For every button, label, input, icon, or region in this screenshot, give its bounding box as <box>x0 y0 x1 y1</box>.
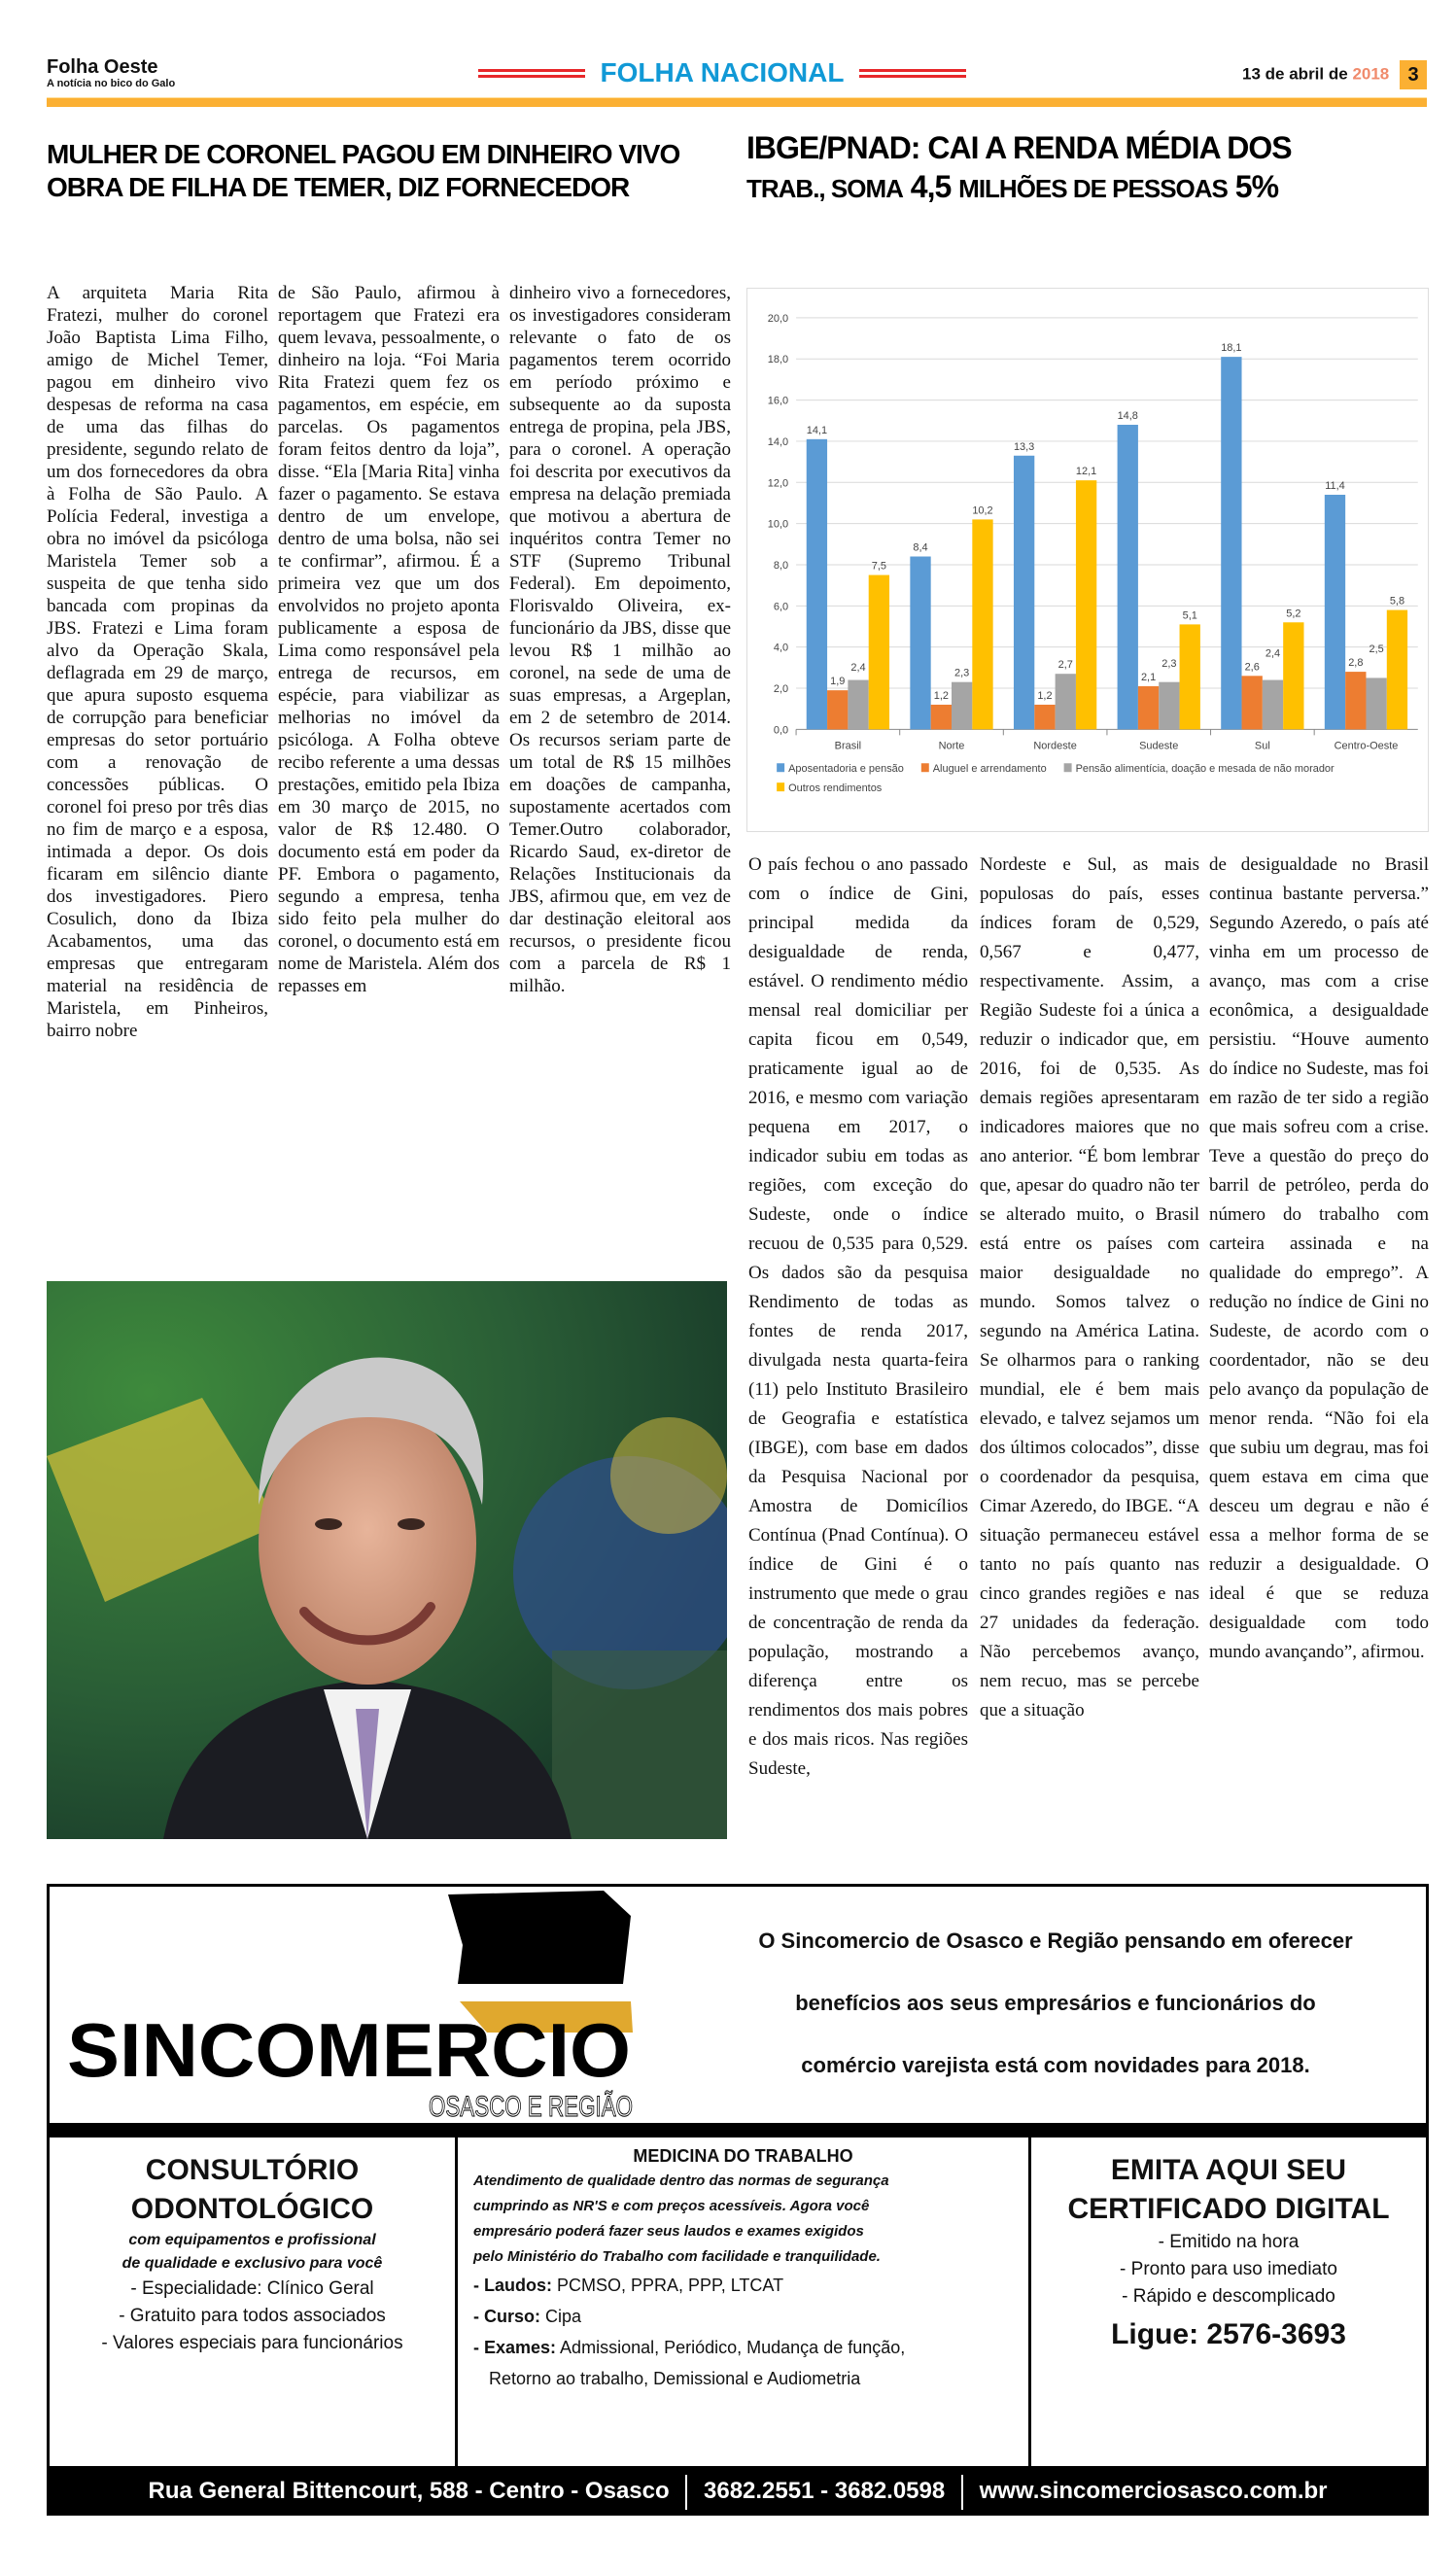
box-item <box>473 2301 1013 2332</box>
income-bar-chart <box>746 288 1429 832</box>
section-title <box>397 56 1048 89</box>
legend-swatch <box>921 763 929 772</box>
x-category-label: Norte <box>938 740 965 752</box>
bar-data-label: 5,8 <box>1389 595 1405 608</box>
y-tick-label: 4,0 <box>773 642 789 654</box>
bar-data-label: 7,5 <box>871 560 886 573</box>
box-item <box>473 2270 1013 2301</box>
ad-banner <box>50 1887 1426 2123</box>
bar-nordeste <box>1076 480 1096 729</box>
bar-data-label: 10,2 <box>972 504 993 517</box>
headline-percent: 5% <box>1234 169 1279 204</box>
box-title: CERTIFICADO DIGITAL <box>1067 2193 1390 2225</box>
right-headline-line1: IBGE/PNAD: CAI A RENDA MÉDIA DOS <box>746 130 1292 165</box>
left-article-col-2: de São Paulo, afirmou à reportagem que Fratezi era quem levava, pessoalmente, o dinheiro na loja. “Foi Maria Rita Fratezi quem fez os pagamentos, em espécie, em parcelas. Os pagamentos foram feitos dentro da loja”, disse. “Ela [Maria Rita] vinha fazer o pagamento. Se estava dentro de um envelope, dentro de uma bolsa, não sei te confirmar”, afirmou. É a primeira vez que um dos envolvidos no projeto aponta publicamente a esposa de Lima como responsável pela entrega de recursos, em espécie, para viabilizar as melhorias no imóvel da psicóloga. A Folha obteve recibo referente a uma dessas prestações, emitido pela Ibiza em 30 março de 2015, no valor de R$ 12.480. O documento está em poder da PF. Embora o pagamento, segundo a empresa, tenha sido feito pela mulher do coronel, o documento está em nome de Maristela. Além dos repasses em <box>278 283 500 996</box>
bar-norte <box>972 519 992 729</box>
bar-nordeste <box>1014 456 1034 730</box>
logo-text: SINCOMERCIO <box>67 2007 631 2093</box>
box-description: Atendimento de qualidade dentro das normas de segurança <box>473 2172 889 2189</box>
ad-message <box>691 1910 1420 2097</box>
bar-norte <box>910 557 930 730</box>
footer-website[interactable]: www.sincomerciosasco.com.br <box>979 2478 1328 2504</box>
y-tick-label: 6,0 <box>773 601 789 613</box>
bar-data-label: 5,1 <box>1182 609 1197 622</box>
bar-data-label: 14,1 <box>806 424 828 436</box>
left-headline: MULHER DE CORONEL PAGOU EM DINHEIRO VIVO OBRA DE FILHA DE TEMER, DIZ FORNECEDOR <box>47 139 680 202</box>
right-headline <box>746 122 1429 278</box>
logo-graphic <box>59 1887 681 2123</box>
bar-sul <box>1221 357 1241 729</box>
bar-nordeste <box>1034 705 1055 729</box>
box-title: CONSULTÓRIO <box>145 2154 360 2186</box>
bar-data-label: 2,4 <box>1265 647 1281 660</box>
legend-label: Outros rendimentos <box>788 782 883 795</box>
brand <box>47 56 338 90</box>
bar-data-label: 11,4 <box>1325 480 1345 493</box>
bar-data-label: 12,1 <box>1075 466 1097 478</box>
box-item-continuation: Retorno ao trabalho, Demissional e Audiometria <box>489 2369 861 2388</box>
x-category-label: Sudeste <box>1139 740 1179 752</box>
legend-label: Aluguel e arrendamento <box>932 763 1047 776</box>
bar-data-label: 8,4 <box>913 541 928 554</box>
brand-name: Folha Oeste <box>47 56 158 78</box>
bar-data-label: 2,5 <box>1369 643 1384 656</box>
bar-sudeste <box>1138 686 1159 729</box>
item-label: - Curso: <box>473 2307 540 2326</box>
logo-subtext: OSASCO E REGIÃO <box>429 2091 681 2123</box>
box-subtitle: com equipamentos e profissional <box>128 2232 376 2248</box>
ad-message-line: O Sincomercio de Osasco e Região pensando em oferecer <box>758 1929 1353 1953</box>
box-title: MEDICINA DO TRABALHO <box>633 2146 853 2166</box>
y-tick-label: 14,0 <box>767 435 789 448</box>
bar-sul <box>1283 622 1303 729</box>
bar-data-label: 13,3 <box>1013 440 1035 453</box>
box-item: - Gratuito para todos associados <box>119 2306 386 2326</box>
phone-number: Ligue: 2576-3693 <box>1111 2318 1346 2350</box>
bar-brasil <box>807 439 827 730</box>
x-category-label: Nordeste <box>1033 740 1077 752</box>
ad-boxes <box>50 2138 1426 2466</box>
right-headline-line2 <box>746 167 1429 208</box>
legend-swatch <box>777 782 784 791</box>
x-category-label: Sul <box>1254 740 1270 752</box>
bar-data-label: 14,8 <box>1117 410 1138 423</box>
y-tick-label: 0,0 <box>773 724 789 737</box>
y-tick-label: 10,0 <box>767 518 789 531</box>
ad-divider <box>50 2123 1426 2138</box>
bar-centro-oeste <box>1325 495 1345 729</box>
headline-part: TRAB., SOMA <box>746 174 903 203</box>
item-label: - Laudos: <box>473 2276 552 2295</box>
box-description: empresário poderá fazer seus laudos e exames exigidos <box>473 2223 864 2240</box>
box-item <box>473 2332 1013 2363</box>
bar-brasil <box>869 575 889 730</box>
footer-phones: 3682.2551 - 3682.0598 <box>704 2478 946 2504</box>
dateline <box>1242 60 1427 89</box>
bar-sudeste <box>1118 425 1138 729</box>
bar-sul <box>1242 676 1263 729</box>
box-item: - Especialidade: Clínico Geral <box>130 2278 374 2299</box>
bar-data-label: 2,1 <box>1140 671 1157 683</box>
x-category-label: Centro-Oeste <box>1334 740 1399 752</box>
box-item: - Emitido na hora <box>1158 2232 1300 2252</box>
right-article-col-1: O país fechou o ano passado com o índice de Gini, principal medida da desigualdade de renda, estável. O rendimento médio mensal real domiciliar per capita ficou em 0,549, praticamente igual ao de 2016, e mesmo com variação pequena em 2017, o indicador subiu em todas as regiões, com exceção do Sudeste, onde o índice recuou de 0,535 para 0,529. Os dados são da pesquisa Rendimento de todas as fontes de renda 2017, divulgada nesta quarta-feira (11) pelo Instituto Brasileiro de Geografia e estatística (IBGE), com base em dados da Pesquisa Nacional por Amostra de Domicílios Contínua (Pnad Contínua). O índice de Gini é o instrumento que mede o grau de concentração de renda da população, mostrando a diferença entre os rendimentos dos mais pobres e dos mais ricos. Nas regiões Sudeste, <box>748 854 968 1779</box>
box-item: - Valores especiais para funcionários <box>101 2333 403 2353</box>
y-tick-label: 2,0 <box>773 683 789 696</box>
legend-swatch <box>1064 763 1072 772</box>
bar-norte <box>952 682 972 730</box>
decorative-rule-left <box>478 69 585 78</box>
box-title: EMITA AQUI SEU <box>1110 2154 1347 2186</box>
x-category-label: Brasil <box>834 740 862 752</box>
sincomercio-ad <box>47 1884 1429 2516</box>
box-item: - Rápido e descomplicado <box>1122 2286 1335 2307</box>
y-tick-label: 8,0 <box>773 559 789 572</box>
box-item: - Pronto para uso imediato <box>1120 2259 1337 2279</box>
y-tick-label: 16,0 <box>767 395 789 407</box>
y-tick-label: 12,0 <box>767 477 789 490</box>
bar-nordeste <box>1056 674 1076 729</box>
legend-label: Pensão alimentícia, doação e mesada de não morador <box>1075 763 1335 776</box>
section-name: FOLHA NACIONAL <box>600 57 845 87</box>
item-label: - Exames: <box>473 2338 557 2357</box>
ad-message-line: comércio varejista está com novidades para 2018. <box>801 2053 1310 2077</box>
ad-footer <box>50 2466 1426 2516</box>
page-number: 3 <box>1400 60 1427 89</box>
y-tick-label: 20,0 <box>767 312 789 325</box>
bar-centro-oeste <box>1366 678 1386 729</box>
news-photo <box>47 1281 727 1839</box>
bar-data-label: 2,7 <box>1057 659 1073 672</box>
bar-data-label: 2,4 <box>850 662 866 675</box>
date-year: 2018 <box>1352 64 1390 84</box>
footer-address: Rua General Bittencourt, 588 - Centro - Osasco <box>148 2478 670 2504</box>
legend-swatch <box>777 763 784 772</box>
left-article-col-3: dinheiro vivo a fornecedores, os investigadores consideram relevante o fato de os pagamentos terem ocorrido em período próximo e subsequente ao da suposta entrega de propina, pela JBS, para o coronel. A operação foi descrita por executivos da empresa na delação premiada que motivou a abertura de inquéritos contra Temer no STF (Supremo Tribunal Federal). Em depoimento, Florisvaldo Oliveira, ex-funcionário da JBS, disse que levou R$ 1 milhão ao coronel, na sede de uma de suas empresas, a Argeplan, em 2 de setembro de 2014. Os recursos seriam parte de um total de R$ 15 milhões em doações de campanha, supostamente acertados com Temer.Outro colaborador, Ricardo Saud, ex-diretor de Relações Institucionais da JBS, afirmou que, em vez de dar destinação eleitoral aos recursos, o presidente ficou com a parcela de R$ 1 milhão. <box>509 283 731 996</box>
bar-data-label: 18,1 <box>1221 342 1242 355</box>
bar-sudeste <box>1180 624 1200 729</box>
digital-certificate-box <box>1031 2138 1426 2466</box>
occupational-medicine-box <box>458 2138 1031 2466</box>
bar-brasil <box>848 680 868 730</box>
footer-separator <box>685 2475 687 2510</box>
bar-data-label: 2,3 <box>954 667 970 679</box>
footer-separator <box>961 2475 963 2510</box>
left-article-col-1: A arquiteta Maria Rita Fratezi, mulher do coronel João Baptista Lima Filho, amigo de Michel Temer, pagou em dinheiro vivo despesas de reforma na casa de uma das filhas do presidente, segundo relato de um dos fornecedores da obra à Folha de São Paulo. A Polícia Federal, investiga a obra no imóvel da psicóloga Maristela Temer sob a suspeita de que tenha sido bancada com propinas da JBS. Fratezi e Lima foram alvo da Operação Skala, deflagrada em 29 de março, que apura suposto esquema de corrupção para beneficiar empresas do setor portuário com a renovação de concessões públicas. O coronel foi preso por três dias no fim de março e a esposa, intimada a depor. Os dois ficaram em silêncio diante dos investigadores. Piero Cosulich, dono da Ibiza Acabamentos, uma das empresas que entregaram material na residência de Maristela, em Pinheiros, bairro nobre <box>47 283 268 1041</box>
bar-data-label: 1,9 <box>830 676 846 688</box>
decorative-rule-right <box>859 69 966 78</box>
bar-data-label: 2,8 <box>1348 657 1364 670</box>
bar-data-label: 1,2 <box>933 689 949 702</box>
box-title: ODONTOLÓGICO <box>130 2193 374 2225</box>
item-text: PCMSO, PPRA, PPP, LTCAT <box>552 2276 784 2295</box>
dental-office-box <box>50 2138 458 2466</box>
legend-label: Aposentadoria e pensão <box>788 763 904 776</box>
chart-svg <box>747 289 1428 831</box>
sincomercio-logo <box>59 1887 681 2123</box>
bar-sul <box>1263 680 1283 730</box>
item-text: Admissional, Periódico, Mudança de função, <box>556 2338 906 2357</box>
header-bar <box>47 97 1427 107</box>
bar-sudeste <box>1159 682 1179 730</box>
photo-illustration <box>47 1281 727 1839</box>
bar-brasil <box>827 690 848 729</box>
bar-data-label: 2,3 <box>1161 657 1177 670</box>
bar-data-label: 2,6 <box>1244 661 1260 674</box>
bar-centro-oeste <box>1387 610 1407 730</box>
item-text: Cipa <box>540 2307 582 2326</box>
right-article-col-3: de desigualdade no Brasil continua bastante perversa.” Segundo Azeredo, o país até vinha em um processo de avanço, mas com a crise econômica, a desigualdade persistiu. “Houve aumento do índice no Sudeste, mas foi em razão de ter sido a região que mais sofreu com a crise. Teve a questão do preço do barril de petróleo, perda do número do trabalho com carteira assinada e na qualidade do emprego”. A redução no índice de Gini no Sudeste, de acordo com o coordentador, não se deu pelo avanço da população de menor renda. “Não foi ela que subiu um degrau, mas foi quem estava em cima que desceu um degrau e não é essa a melhor forma de se reduzir a desigualdade. O ideal é que se reduza desigualdade com todo mundo avançando”, afirmou. <box>1209 854 1429 1662</box>
box-description: pelo Ministério do Trabalho com facilidade e tranquilidade. <box>473 2248 881 2265</box>
bar-centro-oeste <box>1345 672 1366 729</box>
bar-norte <box>931 705 952 729</box>
bar-data-label: 5,2 <box>1286 608 1301 620</box>
brand-tagline: A notícia no bico do Galo <box>47 78 176 89</box>
bar-data-label: 1,2 <box>1037 689 1053 702</box>
y-tick-label: 18,0 <box>767 354 789 366</box>
ad-message-line: benefícios aos seus empresários e funcionários do <box>795 1991 1316 2015</box>
date-text: 13 de abril de <box>1242 64 1348 84</box>
headline-part: MILHÕES DE PESSOAS <box>958 174 1228 203</box>
headline-number: 4,5 <box>910 169 952 204</box>
box-subtitle: de qualidade e exclusivo para você <box>121 2255 383 2272</box>
box-description: cumprindo as NR'S e com preços acessíveis. Agora você <box>473 2198 870 2214</box>
right-article-col-2: Nordeste e Sul, as mais populosas do país, esses índices foram de 0,529, 0,567 e 0,477, respectivamente. Assim, a Região Sudeste foi a única a reduzir o indicador que, em 2016, foi de 0,535. As demais regiões apresentaram indicadores maiores que no ano anterior. “É bom lembrar que, apesar do quadro não ter se alterado muito, o Brasil está entre os países com maior desigualdade no mundo. Somos talvez o segundo na América Latina. Se olharmos para o ranking mundial, ele é bem mais elevado, e talvez sejamos um dos últimos colocados”, disse o coordenador da pesquisa, Cimar Azeredo, do IBGE. “A situação permaneceu estável tanto no país quanto nas cinco grandes regiões e nas 27 unidades da federação. Não percebemos avanço, nem recuo, mas se percebe que a situação <box>980 854 1199 1720</box>
